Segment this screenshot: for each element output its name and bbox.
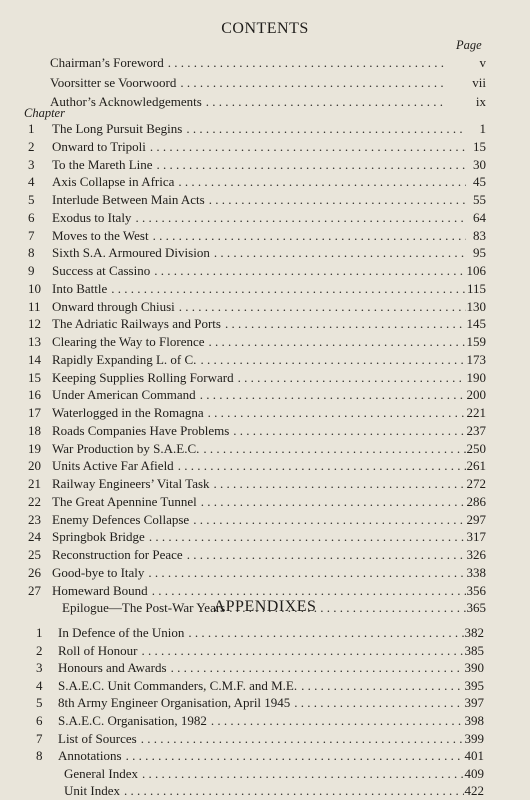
entry-title-text: Enemy Defences Collapse [52, 511, 190, 527]
entry-page-number: ix [475, 94, 486, 109]
dot-leader [200, 386, 466, 404]
entry-page-number: 382 [464, 625, 484, 640]
chapter-entry [28, 351, 508, 369]
entry-number: 4 [36, 677, 43, 693]
entry-page-number: 55 [473, 192, 486, 207]
entry-title [52, 493, 472, 511]
entry-title [58, 712, 470, 730]
entry-number: 8 [36, 748, 43, 764]
dot-leader [294, 694, 464, 712]
entry-title [58, 677, 470, 695]
entry-page-number: 145 [466, 316, 486, 332]
entry-title [52, 422, 472, 440]
entry-title-text: Success at Cassino [52, 263, 151, 278]
entry-title [64, 765, 470, 783]
entry-title-text: Good-bye to Italy [52, 564, 145, 580]
dot-leader [206, 93, 444, 111]
entry-page-number: 15 [473, 138, 486, 154]
entry-title [50, 74, 450, 92]
entry-title-text: Roads Companies Have Problems [52, 422, 230, 438]
dot-leader [179, 298, 466, 316]
entry-title-text: Axis Collapse in Africa [52, 174, 175, 190]
entry-title [52, 546, 472, 564]
entry-title [50, 93, 450, 111]
dot-leader [203, 440, 466, 458]
entry-page-number: 1 [479, 121, 486, 136]
entry-number: 12 [28, 316, 41, 332]
dot-leader [111, 280, 466, 298]
chapter-entry [28, 298, 508, 316]
entry-page-number: 83 [473, 227, 486, 243]
dot-leader [238, 369, 466, 387]
entry-page-number: v [479, 55, 486, 70]
entry-number: 6 [28, 209, 35, 225]
entry-page-number: 399 [464, 730, 484, 746]
entry-title-text: The Great Apennine Tunnel [52, 493, 197, 509]
entry-title [64, 782, 470, 800]
dot-leader [135, 209, 466, 227]
dot-leader [168, 54, 444, 72]
dot-leader [208, 404, 466, 422]
entry-title-text: Sixth S.A. Armoured Division [52, 245, 210, 261]
dot-leader [141, 730, 464, 748]
entry-number: 2 [36, 642, 43, 658]
entry-title-text: Reconstruction for Peace [52, 547, 183, 562]
dot-leader [209, 191, 466, 209]
entry-title [52, 191, 472, 209]
entry-title [52, 315, 472, 333]
entry-title [52, 528, 472, 546]
entry-page-number: 356 [466, 582, 486, 598]
appendix-entry [36, 624, 516, 642]
dot-leader [150, 138, 466, 156]
chapter-column-label: Chapter [24, 106, 65, 120]
entry-page-number: 261 [466, 458, 486, 474]
dot-leader [187, 546, 466, 564]
entry-title-text: Author’s Acknowledgements [50, 94, 202, 109]
entry-page-number: 365 [466, 600, 486, 616]
entry-number: 3 [28, 156, 35, 172]
entry-title-text: Roll of Honour [58, 642, 138, 658]
entry-title-text: The Adriatic Railways and Ports [52, 316, 221, 332]
entry-page-number: 272 [466, 476, 486, 491]
entry-title [52, 138, 472, 156]
dot-leader [200, 351, 466, 369]
chapter-entry [28, 156, 508, 174]
appendix-entry [36, 765, 516, 783]
entry-number: 18 [28, 422, 41, 438]
dot-leader [149, 528, 466, 546]
entry-page-number: 95 [473, 245, 486, 261]
chapter-entry [28, 191, 508, 209]
chapter-entry [28, 582, 508, 600]
entry-page-number: 106 [466, 263, 486, 278]
entry-number: 16 [28, 387, 41, 403]
entry-number: 13 [28, 334, 41, 349]
entry-number: 26 [28, 564, 41, 580]
dot-leader [124, 782, 464, 800]
entry-title [52, 475, 472, 493]
entry-title [58, 642, 470, 660]
entry-title [52, 333, 472, 351]
entry-number: 1 [28, 121, 35, 136]
dot-leader [154, 262, 466, 280]
chapter-entry [28, 440, 508, 458]
entry-page-number: 200 [466, 387, 486, 403]
chapter-entry [28, 528, 508, 546]
entry-page-number: 326 [466, 547, 486, 562]
entry-title [58, 730, 470, 748]
appendix-entry [36, 747, 516, 765]
entry-title [52, 457, 472, 475]
entry-page-number: 297 [466, 511, 486, 527]
entry-title-text: Onward through Chiusi [52, 298, 175, 314]
dot-leader [201, 493, 466, 511]
front-matter-entry [0, 54, 530, 72]
entry-title-text: Onward to Tripoli [52, 138, 146, 154]
entry-title-text: Clearing the Way to Florence [52, 334, 205, 349]
dot-leader [186, 120, 466, 138]
entry-title [50, 54, 450, 72]
dot-leader [126, 747, 464, 765]
entry-page-number: 317 [466, 529, 486, 545]
front-matter-entry [0, 93, 530, 111]
dot-leader [233, 422, 466, 440]
entry-number: 20 [28, 458, 41, 474]
entry-number: 17 [28, 405, 41, 420]
entry-title-text: Interlude Between Main Acts [52, 192, 205, 207]
entry-number: 1 [36, 625, 43, 640]
entry-title [58, 747, 470, 765]
entry-page-number: 130 [466, 298, 486, 314]
dot-leader [141, 642, 464, 660]
entry-title-text: General Index [64, 765, 138, 781]
entry-title-text: List of Sources [58, 730, 137, 746]
entry-page-number: 190 [466, 369, 486, 385]
dot-leader [148, 564, 466, 582]
entry-title [52, 564, 472, 582]
entry-number: 14 [28, 351, 41, 367]
dot-leader [209, 333, 466, 351]
entry-title-text: 8th Army Engineer Organisation, April 1945 [58, 695, 291, 711]
entry-title [58, 624, 470, 642]
entry-page-number: 390 [464, 660, 484, 676]
entry-number: 5 [28, 192, 35, 207]
entry-page-number: 30 [473, 156, 486, 172]
entry-page-number: 250 [466, 440, 486, 456]
dot-leader [301, 677, 464, 695]
entry-title-text: Honours and Awards [58, 660, 167, 676]
entry-page-number: 401 [464, 748, 484, 764]
entry-number: 5 [36, 695, 43, 711]
entry-number: 9 [28, 263, 35, 278]
entry-page-number: 397 [464, 695, 484, 711]
entry-number: 11 [28, 298, 41, 314]
dot-leader [225, 315, 466, 333]
entry-page-number: 385 [464, 642, 484, 658]
entry-page-number: 64 [473, 209, 486, 225]
entry-title-text: Homeward Bound [52, 582, 148, 598]
entry-title-text: To the Mareth Line [52, 156, 153, 172]
entry-page-number: 409 [464, 765, 484, 781]
entry-title [52, 280, 472, 298]
entry-page-number: 45 [473, 174, 486, 190]
entry-number: 4 [28, 174, 35, 190]
chapter-entry [28, 280, 508, 298]
entry-title [52, 440, 472, 458]
entry-title [52, 298, 472, 316]
chapter-entry [28, 422, 508, 440]
chapter-entry [28, 475, 508, 493]
entry-number: 10 [28, 280, 41, 296]
appendixes-heading: APPENDIXES [213, 598, 317, 615]
entry-page-number: 338 [466, 564, 486, 580]
entry-title-text: Annotations [58, 748, 122, 764]
entry-title [52, 120, 472, 138]
appendix-entry [36, 694, 516, 712]
entry-title-text: Unit Index [64, 783, 120, 799]
entry-title [58, 659, 470, 677]
entry-title-text: Railway Engineers’ Vital Task [52, 476, 210, 491]
entry-number: 2 [28, 138, 35, 154]
front-matter-entry [0, 74, 530, 92]
entry-title-text: In Defence of the Union [58, 625, 185, 640]
entry-page-number: 221 [466, 405, 486, 420]
entry-title [52, 227, 472, 245]
entry-number: 21 [28, 476, 41, 491]
appendix-entry [36, 642, 516, 660]
chapter-entry [28, 333, 508, 351]
entry-title-text: Epilogue—The Post-War Years [62, 600, 226, 616]
dot-leader [178, 173, 466, 191]
entry-title [52, 209, 472, 227]
entry-title [52, 244, 472, 262]
dot-leader [188, 624, 464, 642]
entry-number: 27 [28, 582, 41, 598]
chapter-entry [28, 262, 508, 280]
chapter-entry [28, 546, 508, 564]
dot-leader [214, 244, 466, 262]
entry-title-text: Into Battle [52, 280, 108, 296]
entry-page-number: 115 [466, 280, 486, 296]
entry-page-number: 173 [466, 351, 486, 367]
entry-number: 7 [28, 227, 35, 243]
chapter-entry [28, 564, 508, 582]
entry-number: 8 [28, 245, 35, 261]
entry-page-number: 398 [464, 713, 484, 728]
dot-leader [214, 475, 466, 493]
entry-title-text: Under American Command [52, 387, 196, 403]
chapter-entry [28, 493, 508, 511]
entry-title [52, 386, 472, 404]
entry-page-number: 395 [464, 677, 484, 693]
dot-leader [157, 156, 466, 174]
entry-title-text: Exodus to Italy [52, 209, 132, 225]
appendix-entry [36, 782, 516, 800]
dot-leader [142, 765, 464, 783]
entry-title-text: Chairman’s Foreword [50, 55, 164, 70]
chapter-entry [28, 511, 508, 529]
entry-page-number: 422 [464, 783, 484, 799]
entry-title [52, 351, 472, 369]
entry-title-text: War Production by S.A.E.C. [52, 440, 200, 456]
entry-title-text: The Long Pursuit Begins [52, 121, 183, 136]
entry-number: 3 [36, 660, 43, 676]
dot-leader [180, 74, 444, 92]
dot-leader [193, 511, 466, 529]
entry-number: 6 [36, 713, 43, 728]
entry-page-number: 286 [466, 493, 486, 509]
entry-number: 22 [28, 493, 41, 509]
entry-title [52, 173, 472, 191]
entry-number: 25 [28, 547, 41, 562]
chapter-entry [28, 404, 508, 422]
entry-title-text: S.A.E.C. Organisation, 1982 [58, 713, 207, 728]
page-column-label: Page [456, 38, 482, 52]
entry-number: 15 [28, 369, 41, 385]
entry-title [52, 156, 472, 174]
entry-title-text: Moves to the West [52, 227, 149, 243]
appendix-entry [36, 659, 516, 677]
entry-title-text: Springbok Bridge [52, 529, 145, 545]
entry-number: 7 [36, 730, 43, 746]
chapter-entry [28, 138, 508, 156]
chapter-entry [28, 457, 508, 475]
dot-leader [211, 712, 464, 730]
entry-title [52, 369, 472, 387]
dot-leader [153, 227, 466, 245]
entry-page-number: 237 [466, 422, 486, 438]
entry-page-number: vii [472, 74, 486, 90]
entry-title-text: Units Active Far Afield [52, 458, 174, 474]
entry-title [52, 582, 472, 600]
entry-title-text: Waterlogged in the Romagna [52, 405, 204, 420]
entry-title-text: S.A.E.C. Unit Commanders, C.M.F. and M.E. [58, 677, 298, 693]
entry-title [52, 404, 472, 422]
entry-title-text: Voorsitter se Voorwoord [50, 74, 177, 90]
contents-heading: CONTENTS [221, 20, 309, 37]
entry-title-text: Rapidly Expanding L. of C. [52, 351, 197, 367]
entry-number: 23 [28, 511, 41, 527]
dot-leader [178, 457, 466, 475]
entry-title [58, 694, 470, 712]
appendix-entry [36, 677, 516, 695]
dot-leader [171, 659, 464, 677]
entry-title-text: Keeping Supplies Rolling Forward [52, 369, 234, 385]
chapter-entry [28, 369, 508, 387]
chapter-entry [28, 173, 508, 191]
entry-number: 19 [28, 440, 41, 456]
chapter-entry [28, 386, 508, 404]
chapter-entry [28, 209, 508, 227]
appendix-entry [36, 712, 516, 730]
chapter-entry [28, 227, 508, 245]
entry-title [52, 511, 472, 529]
chapter-entry [28, 315, 508, 333]
appendix-entry [36, 730, 516, 748]
chapter-entry [28, 120, 508, 138]
dot-leader [152, 582, 466, 600]
entry-number: 24 [28, 529, 41, 545]
entry-page-number: 159 [466, 334, 486, 349]
chapter-entry [28, 244, 508, 262]
entry-title [52, 262, 472, 280]
